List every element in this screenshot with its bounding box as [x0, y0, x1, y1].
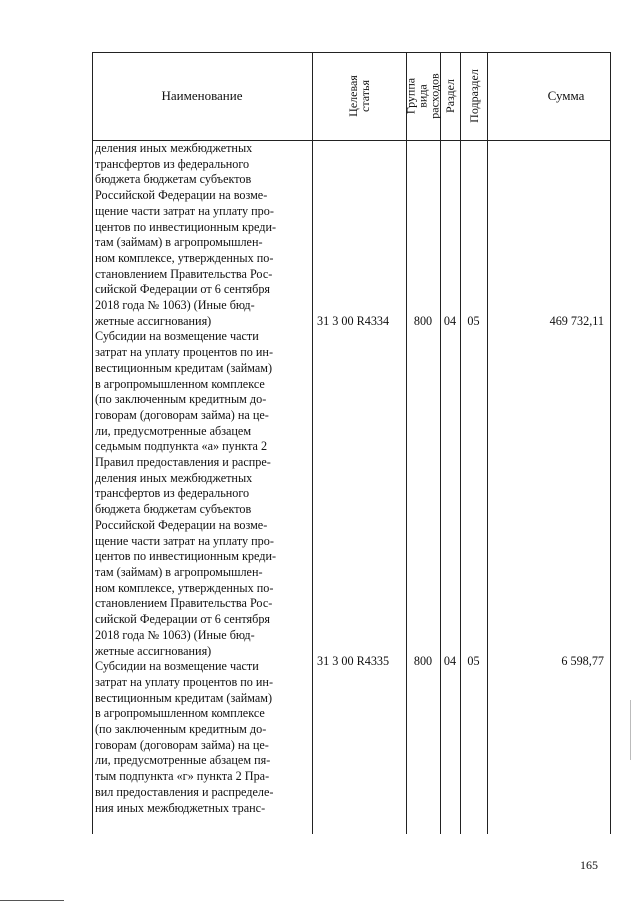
page-number: 165: [580, 858, 598, 872]
budget-table: [92, 52, 610, 834]
row-sum: 6 598,77: [561, 654, 604, 668]
header-group: Группа вида расходов: [404, 73, 442, 119]
header-target: Целевая статья: [346, 75, 372, 117]
row-group: 800: [413, 654, 433, 668]
header-sum: Сумма: [547, 88, 585, 103]
footer-line: [0, 900, 64, 901]
header-name: Наименование: [161, 88, 243, 103]
row-sum: 469 732,11: [549, 314, 604, 328]
row-code: 31 3 00 R4334: [317, 314, 390, 328]
row-section: 04: [443, 314, 457, 328]
row-subsection: 05: [467, 654, 480, 668]
header-subsection: Подраздел: [466, 69, 481, 123]
row-code: 31 3 00 R4335: [317, 654, 390, 668]
row-subsection: 05: [467, 314, 480, 328]
row-text: Субсидии на возмещение части затрат на уплату процентов по ин- вестиционным кредитам (займам) в агропромышленном комплексе (по заключенным кредитным до- говорам (договорам займа) на це- ли, предусмотренные абзацем седьмым подпункта «а» пункта 2 Правил предоставления и распре- деления иных межбюджетных трансфертов из федерального бюджета бюджетам субъектов Российской Федерации на возме- щение части затрат на уплату про- центов по инвестиционным креди- там (займам) в агропромышлен- ном комплексе, утвержденных по- становлением Правительства Рос- сийской Федерации от 6 сентября 2018 года № 1063) (Иные бюд- жетные ассигнования): [95, 329, 277, 658]
row-section: 04: [443, 654, 457, 668]
scan-edge-mark: [630, 700, 631, 760]
name-column: [95, 141, 308, 816]
row-group: 800: [413, 314, 433, 328]
row-text: Субсидии на возмещение части затрат на уплату процентов по ин- вестиционным кредитам (займам) в агропромышленном комплексе (по заключенным кредитным до- говорам (договорам займа) на це- ли, предусмотренные абзацем пя- тым подпункта «г» пункта 2 Пра- вил предоставления и распределе- ния иных межбюджетных транс-: [95, 659, 274, 815]
row-text: деления иных межбюджетных трансфертов из федерального бюджета бюджетам субъектов Российской Федерации на возме- щение части затрат на уплату про- центов по инвестиционным креди- там (займам) в агропромышлен- ном комплексе, утвержденных по- становлением Правительства Рос- сийской Федерации от 6 сентября 2018 года № 1063) (Иные бюд- жетные ассигнования): [95, 141, 277, 328]
header-section: Раздел: [443, 79, 458, 113]
